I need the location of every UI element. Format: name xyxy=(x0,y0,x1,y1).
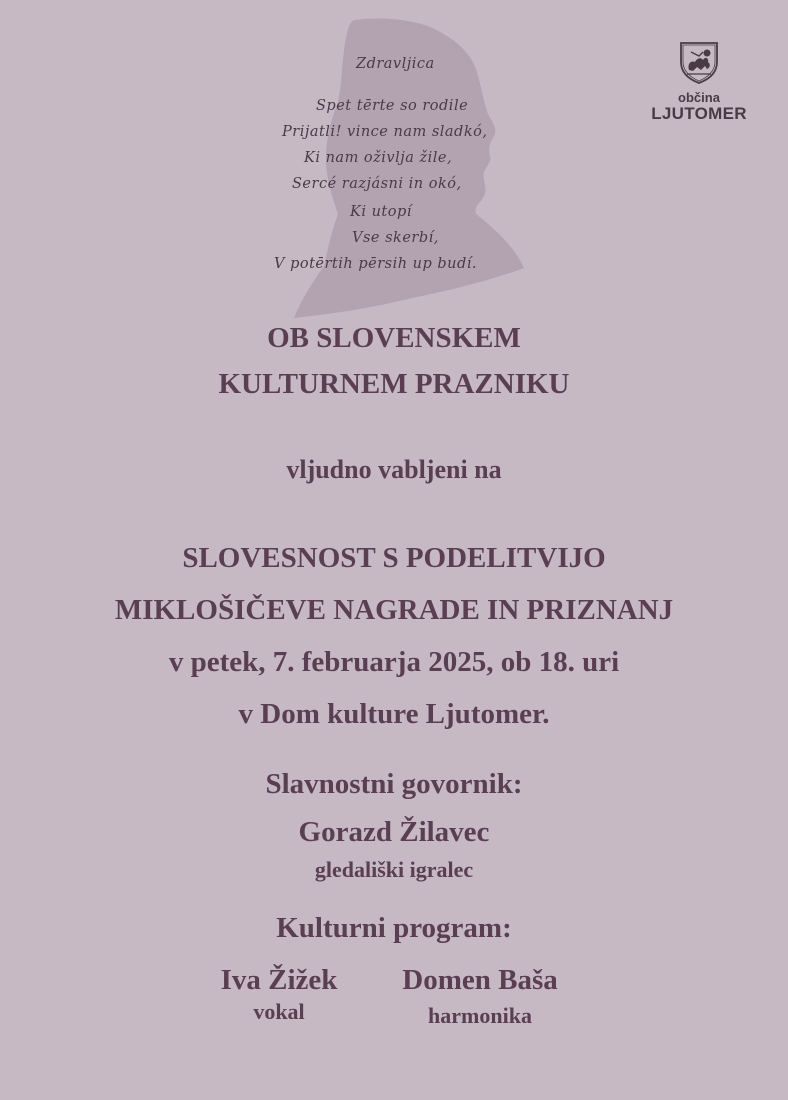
event-venue: v Dom kulture Ljutomer. xyxy=(238,698,550,730)
speaker-name: Gorazd Žilavec xyxy=(298,816,490,848)
manuscript-line: Ki nam oživlja žile, xyxy=(304,150,453,166)
event-title: MIKLOŠIČEVE NAGRADE IN PRIZNANJ xyxy=(114,594,674,626)
performer xyxy=(382,964,578,1029)
manuscript-line: Sercé razjásni in okó, xyxy=(292,176,462,192)
heading-line: KULTURNEM PRAZNIKU xyxy=(218,368,570,400)
manuscript-text xyxy=(262,18,552,318)
manuscript-title: Zdravljica xyxy=(356,56,435,72)
performer-role: vokal xyxy=(253,999,305,1024)
invitation-text: vljudno vabljeni na xyxy=(286,455,502,484)
event-title: SLOVESNOST S PODELITVIJO xyxy=(182,542,606,574)
manuscript-line: V potērtih pērsih up budí. xyxy=(274,256,478,272)
logo-subtitle: občina xyxy=(678,90,720,105)
speaker-role: gledališki igralec xyxy=(314,857,474,882)
event-date: v petek, 7. februarja 2025, ob 18. uri xyxy=(168,646,620,678)
program-label: Kulturni program: xyxy=(276,912,512,944)
municipality-logo xyxy=(644,40,754,124)
municipal-coat-of-arms-icon xyxy=(677,40,721,84)
page-heading xyxy=(0,318,788,404)
performer-name: Iva Žižek xyxy=(220,964,338,996)
manuscript-line: Ki utopí xyxy=(350,204,412,220)
logo-title: LJUTOMER xyxy=(651,104,747,123)
manuscript-line: Vse skerbí, xyxy=(352,230,439,246)
event-details xyxy=(0,532,788,740)
speaker-label: Slavnostni govornik: xyxy=(265,768,523,800)
manuscript-line: Prijatli! vince nam sladkó, xyxy=(282,124,488,140)
manuscript-line: Spet tērte so rodile xyxy=(316,98,469,114)
performer xyxy=(200,964,358,1025)
heading-line: OB SLOVENSKEM xyxy=(267,322,521,354)
performer-name: Domen Baša xyxy=(402,964,558,996)
performer-role: harmonika xyxy=(428,1003,532,1028)
